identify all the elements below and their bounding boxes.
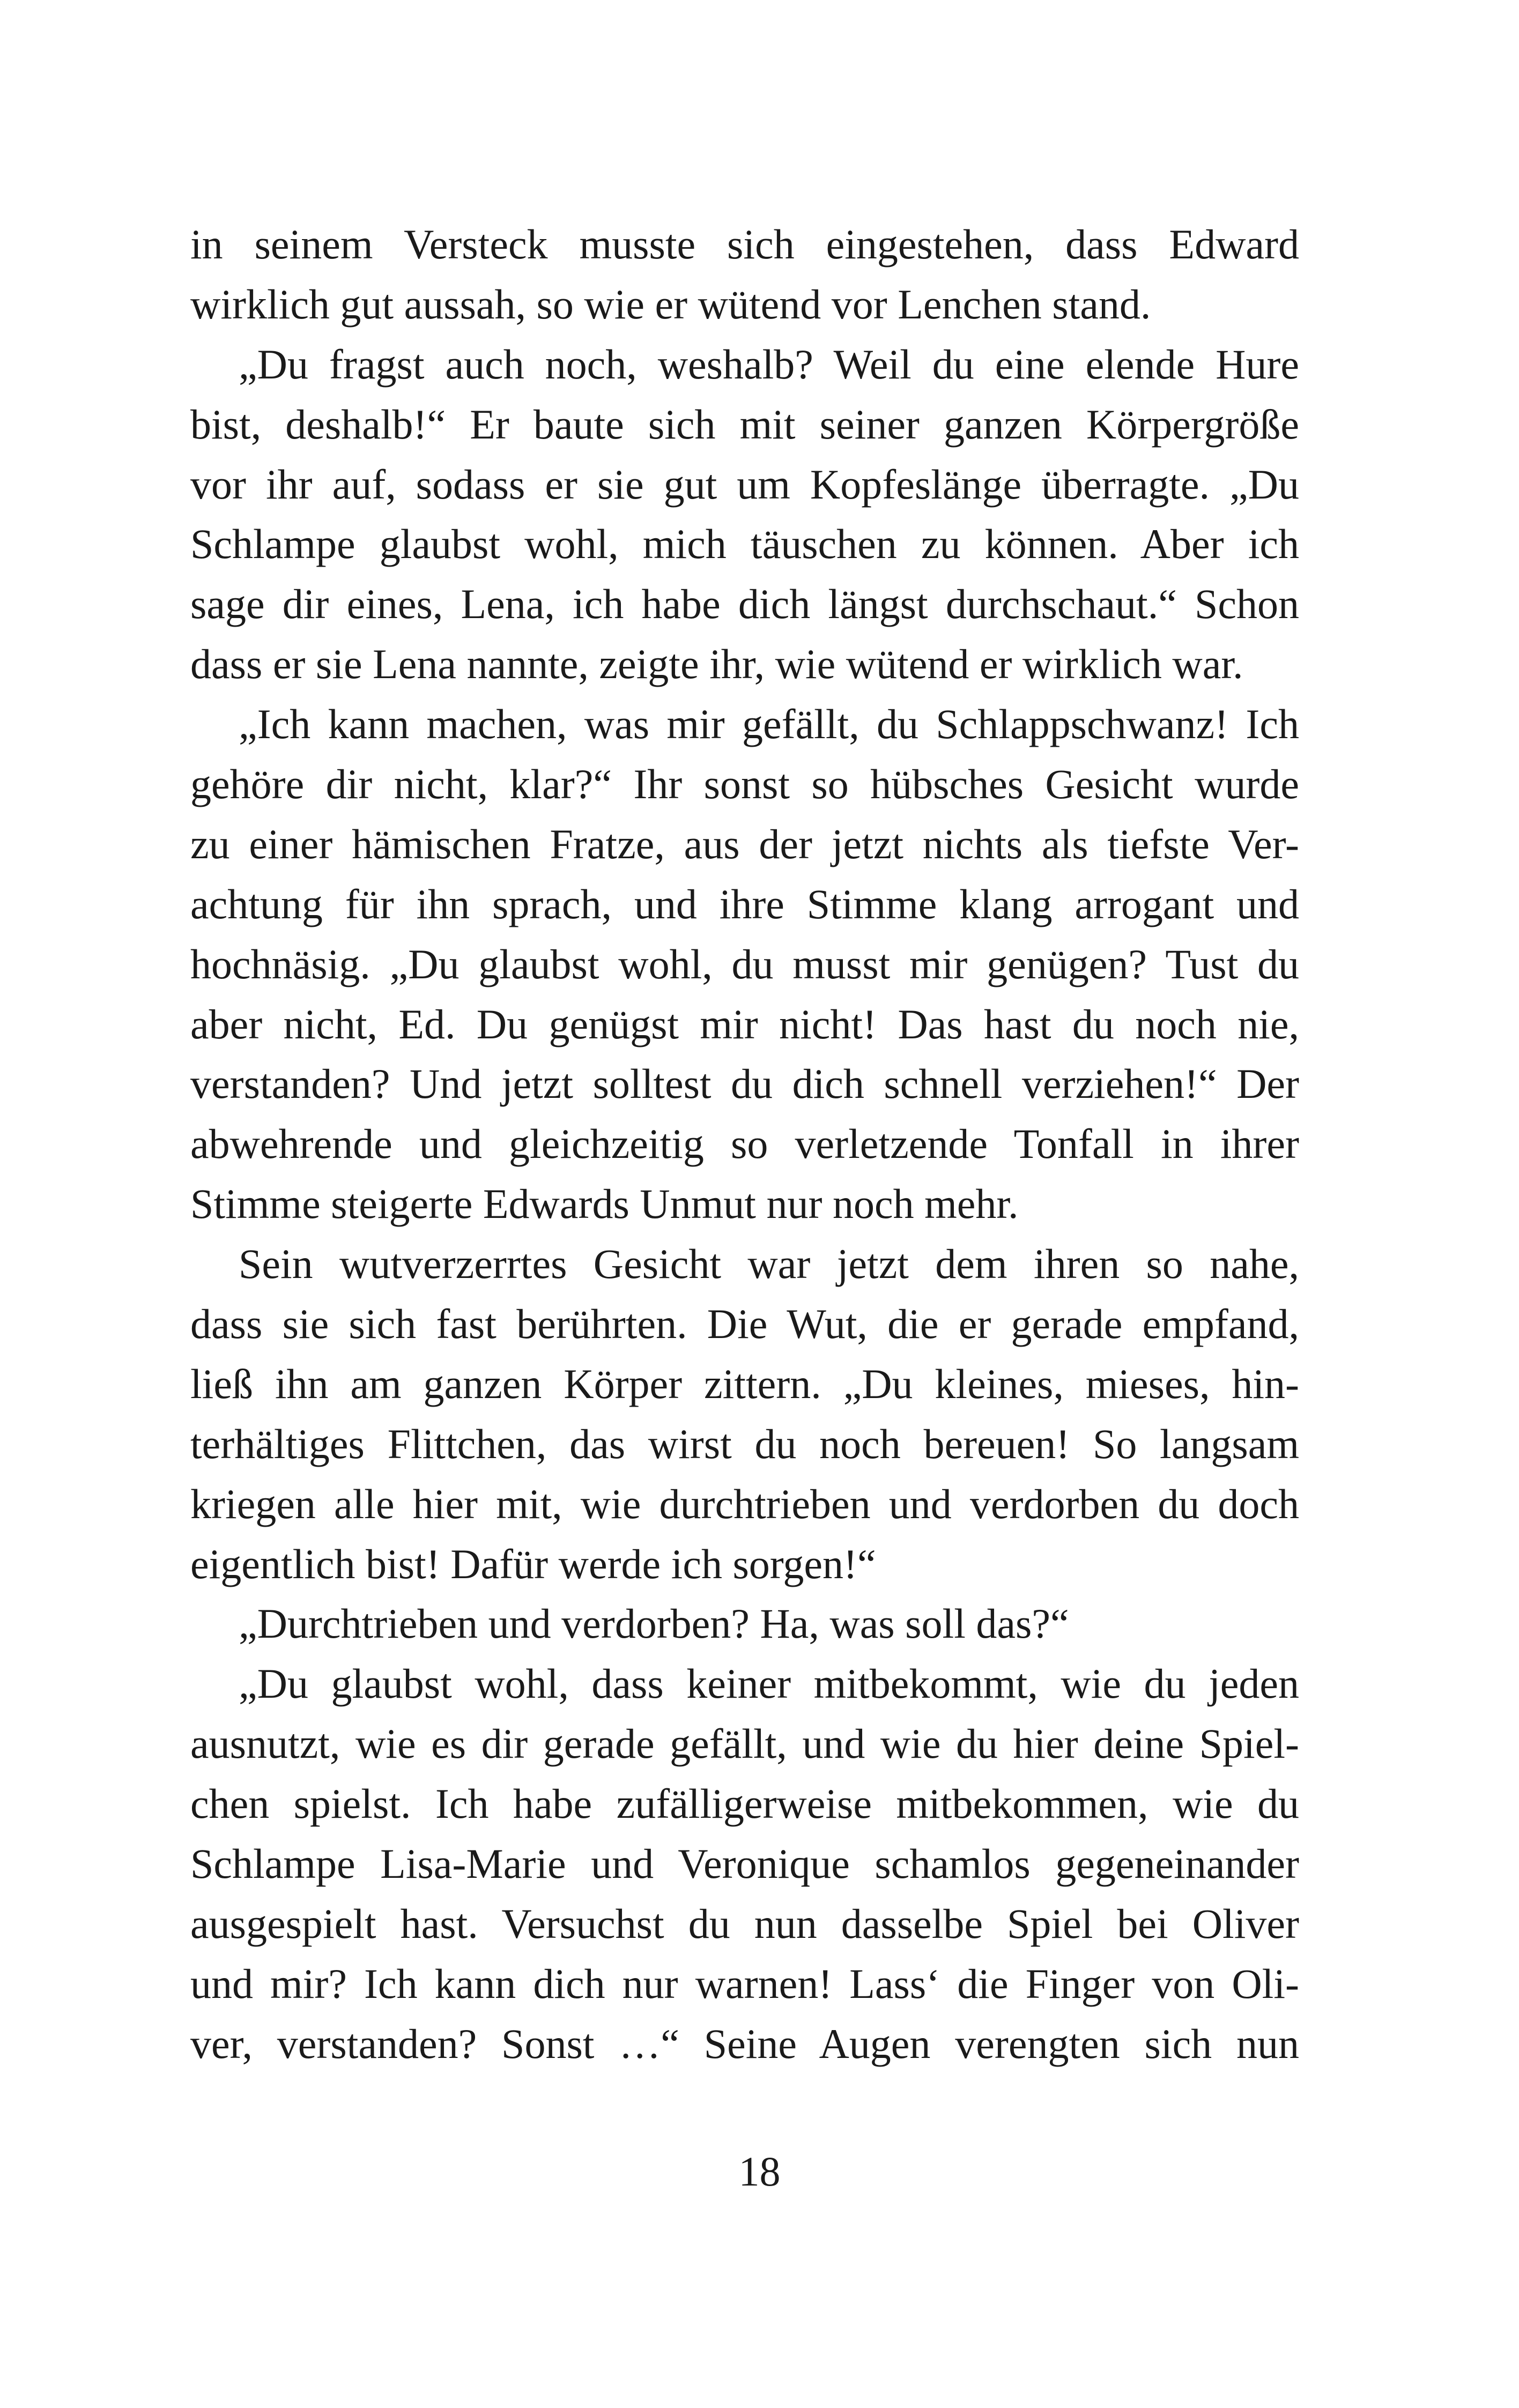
text-line: ausgespielt hast. Versuchst du nun dasselbe Spiel bei Oliver [190, 1900, 1299, 1947]
text-line: hochnäsig. „Du glaubst wohl, du musst mir genügen? Tust du [190, 940, 1299, 987]
text-line: gehöre dir nicht, klar?“ Ihr sonst so hübsches Gesicht wurde [190, 761, 1299, 808]
text-line: Sein wutverzerrtes Gesicht war jetzt dem ihren so nahe, [239, 1240, 1299, 1288]
text-line: „Durchtrieben und verdorben? Ha, was soll das?“ [239, 1600, 1069, 1647]
text-line: Schlampe glaubst wohl, mich täuschen zu können. Aber ich [190, 521, 1299, 568]
text-line: kriegen alle hier mit, wie durchtrieben und verdorben du doch [190, 1480, 1299, 1527]
text-line: eigentlich bist! Dafür werde ich sorgen!“ [190, 1540, 876, 1587]
text-line: „Ich kann machen, was mir gefällt, du Schlappschwanz! Ich [239, 701, 1299, 748]
text-line: bist, deshalb!“ Er baute sich mit seiner ganzen Körpergröße [190, 400, 1299, 448]
text-line: „Du fragst auch noch, weshalb? Weil du eine elende Hure [239, 340, 1299, 388]
text-line: ver, verstanden? Sonst …“ Seine Augen verengten sich nun [190, 2020, 1299, 2067]
text-line: chen spielst. Ich habe zufälligerweise mitbekommen, wie du [190, 1780, 1299, 1827]
text-line: verstanden? Und jetzt solltest du dich schnell verziehen!“ Der [190, 1060, 1299, 1108]
page-number: 18 [738, 2148, 781, 2195]
text-line: dass sie sich fast berührten. Die Wut, die er gerade empfand, [190, 1300, 1299, 1348]
text-line: vor ihr auf, sodass er sie gut um Kopfeslänge überragte. „Du [190, 460, 1299, 508]
text-line: sage dir eines, Lena, ich habe dich längst durchschaut.“ Schon [190, 581, 1299, 628]
body-text [190, 214, 1299, 2074]
text-line: in seinem Versteck musste sich eingestehen, dass Edward [190, 221, 1299, 267]
text-line: ließ ihn am ganzen Körper zittern. „Du kleines, mieses, hin- [190, 1360, 1299, 1407]
text-line: Stimme steigerte Edwards Unmut nur noch mehr. [190, 1180, 1019, 1228]
text-line: dass er sie Lena nannte, zeigte ihr, wie wütend er wirklich war. [190, 641, 1243, 688]
text-line: „Du glaubst wohl, dass keiner mitbekommt, wie du jeden [239, 1660, 1299, 1707]
text-line: zu einer hämischen Fratze, aus der jetzt nichts als tiefste Ver- [190, 820, 1299, 867]
text-line: aber nicht, Ed. Du genügst mir nicht! Das hast du noch nie, [190, 1000, 1299, 1047]
text-line: wirklich gut aussah, so wie er wütend vor Lenchen stand. [190, 280, 1151, 328]
text-line: Schlampe Lisa-Marie und Veronique schamlos gegeneinander [190, 1840, 1299, 1887]
text-line: terhältiges Flittchen, das wirst du noch bereuen! So langsam [190, 1420, 1299, 1467]
text-line: und mir? Ich kann dich nur warnen! Lass‘ die Finger von Oli- [190, 1960, 1299, 2007]
text-line: achtung für ihn sprach, und ihre Stimme klang arrogant und [190, 880, 1299, 927]
text-line: ausnutzt, wie es dir gerade gefällt, und wie du hier deine Spiel- [190, 1720, 1299, 1767]
text-line: abwehrende und gleichzeitig so verletzende Tonfall in ihrer [190, 1120, 1299, 1168]
